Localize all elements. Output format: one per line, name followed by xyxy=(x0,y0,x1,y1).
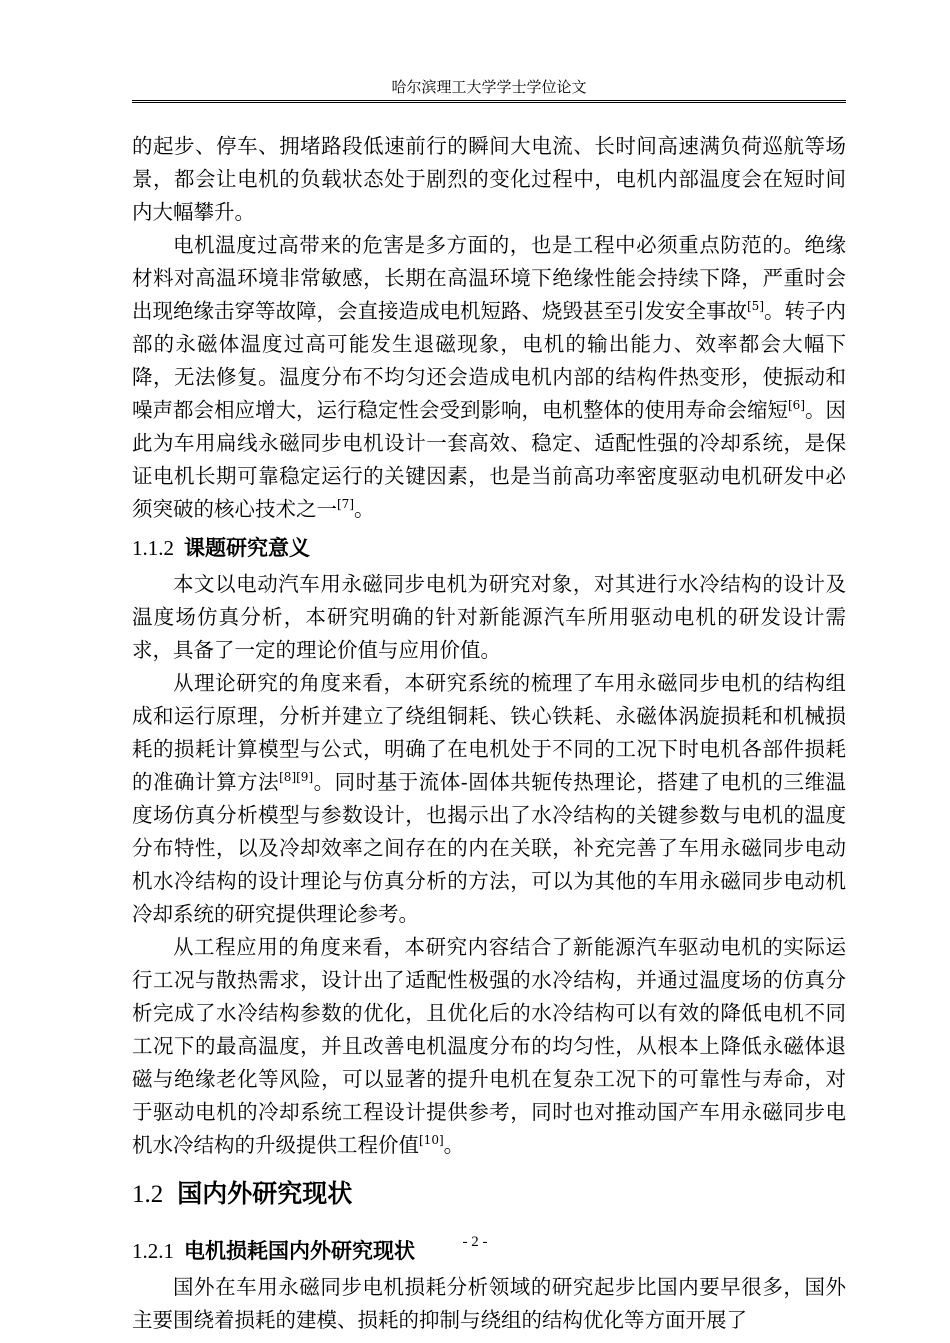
text-run: 。 xyxy=(443,1133,465,1157)
text-run: 。因此为车用扁线永磁同步电机设计一套高效、稳定、适配性强的冷却系统，是保证电机长期可靠稳定运行的关键因素，也是当前高功率密度驱动电机研发中必须突破的核心技术之一 xyxy=(132,398,846,521)
section-number: 1.1.2 xyxy=(132,536,174,560)
paragraph-temperature-hazards xyxy=(132,229,846,526)
running-header: 哈尔滨理工大学学士学位论文 xyxy=(391,78,587,96)
citation: [5] xyxy=(747,299,764,314)
citation: [7] xyxy=(337,497,354,512)
section-number: 1.2 xyxy=(132,1181,164,1208)
section-heading-1-1-2 xyxy=(132,528,846,568)
section-number: 1.2.1 xyxy=(132,1239,174,1263)
paragraph-engineering xyxy=(132,931,846,1162)
paragraph-research-significance: 本文以电动汽车用永磁同步电机为研究对象，对其进行水冷结构的设计及温度场仿真分析，本研究明确的针对新能源汽车所用驱动电机的研发设计需求，具备了一定的理论价值与应用价值。 xyxy=(132,572,846,662)
text-run: 从工程应用的角度来看，本研究内容结合了新能源汽车驱动电机的实际运行工况与散热需求，设计出了适配性极强的水冷结构，并通过温度场的仿真分析完成了水冷结构参数的优化，且优化后的水冷结构可以有效的降低电机不同工况下的最高温度，并且改善电机温度分布的均匀性，从根本上降低永磁体退磁与绝缘老化等风险，可以显著的提升电机在复杂工况下的可靠性与寿命，对于驱动电机的冷却系统工程设计提供参考，同时也对推动国产车用永磁同步电机水冷结构的升级提供工程价值 xyxy=(132,935,846,1157)
citation: [8][9] xyxy=(279,770,314,785)
text-run: 。 xyxy=(354,497,375,521)
header-rule xyxy=(132,100,846,103)
paragraph-foreign-research: 国外在车用永磁同步电机损耗分析领域的研究起步比国内要早很多，国外主要围绕着损耗的建模、损耗的抑制与绕组的结构优化等方面开展了 xyxy=(132,1275,846,1332)
section-title: 电机损耗国内外研究现状 xyxy=(184,1239,415,1263)
paragraph-theory xyxy=(132,667,846,931)
text-run: 从理论研究的角度来看，本研究系统的梳理了车用永磁同步电机的结构组成和运行原理，分析并建立了绕组铜耗、铁心铁耗、永磁体涡旋损耗和机械损耗的损耗计算模型与公式，明确了在电机处于不同的工况下时电机各部件损耗的准确计算方法 xyxy=(132,671,846,794)
text-run: 。转子内部的永磁体温度过高可能发生退磁现象，电机的输出能力、效率都会大幅下降，无法修复。温度分布不均匀还会造成电机内部的结构件热变形，使振动和噪声都会相应增大，运行稳定性会受到影响，电机整体的使用寿命会缩短 xyxy=(132,299,846,422)
section-title: 国内外研究现状 xyxy=(177,1179,353,1208)
page-number: - 2 - xyxy=(462,1234,488,1250)
text-run: 电机温度过高带来的危害是多方面的，也是工程中必须重点防范的。绝缘材料对高温环境非常敏感，长期在高温环境下绝缘性能会持续下降，严重时会出现绝缘击穿等故障，会直接造成电机短路、烧毁甚至引发安全事故 xyxy=(132,233,846,323)
text-run: 。同时基于流体-固体共轭传热理论，搭建了电机的三维温度场仿真分析模型与参数设计，也揭示出了水冷结构的关键参数与电机的温度分布特性，以及冷却效率之间存在的内在关联，补充完善了车用永磁同步电动机水冷结构的设计理论与仿真分析的方法，可以为其他的车用永磁同步电动机冷却系统的研究提供理论参考。 xyxy=(132,770,846,926)
section-title: 课题研究意义 xyxy=(184,536,310,560)
citation: [6] xyxy=(788,398,805,413)
citation: [10] xyxy=(419,1133,444,1148)
body-content xyxy=(132,130,846,1337)
paragraph-continuation: 的起步、停车、拥堵路段低速前行的瞬间大电流、长时间高速满负荷巡航等场景，都会让电机的负载状态处于剧烈的变化过程中，电机内部温度会在短时间内大幅攀升。 xyxy=(132,134,846,224)
section-heading-1-2 xyxy=(132,1170,846,1219)
